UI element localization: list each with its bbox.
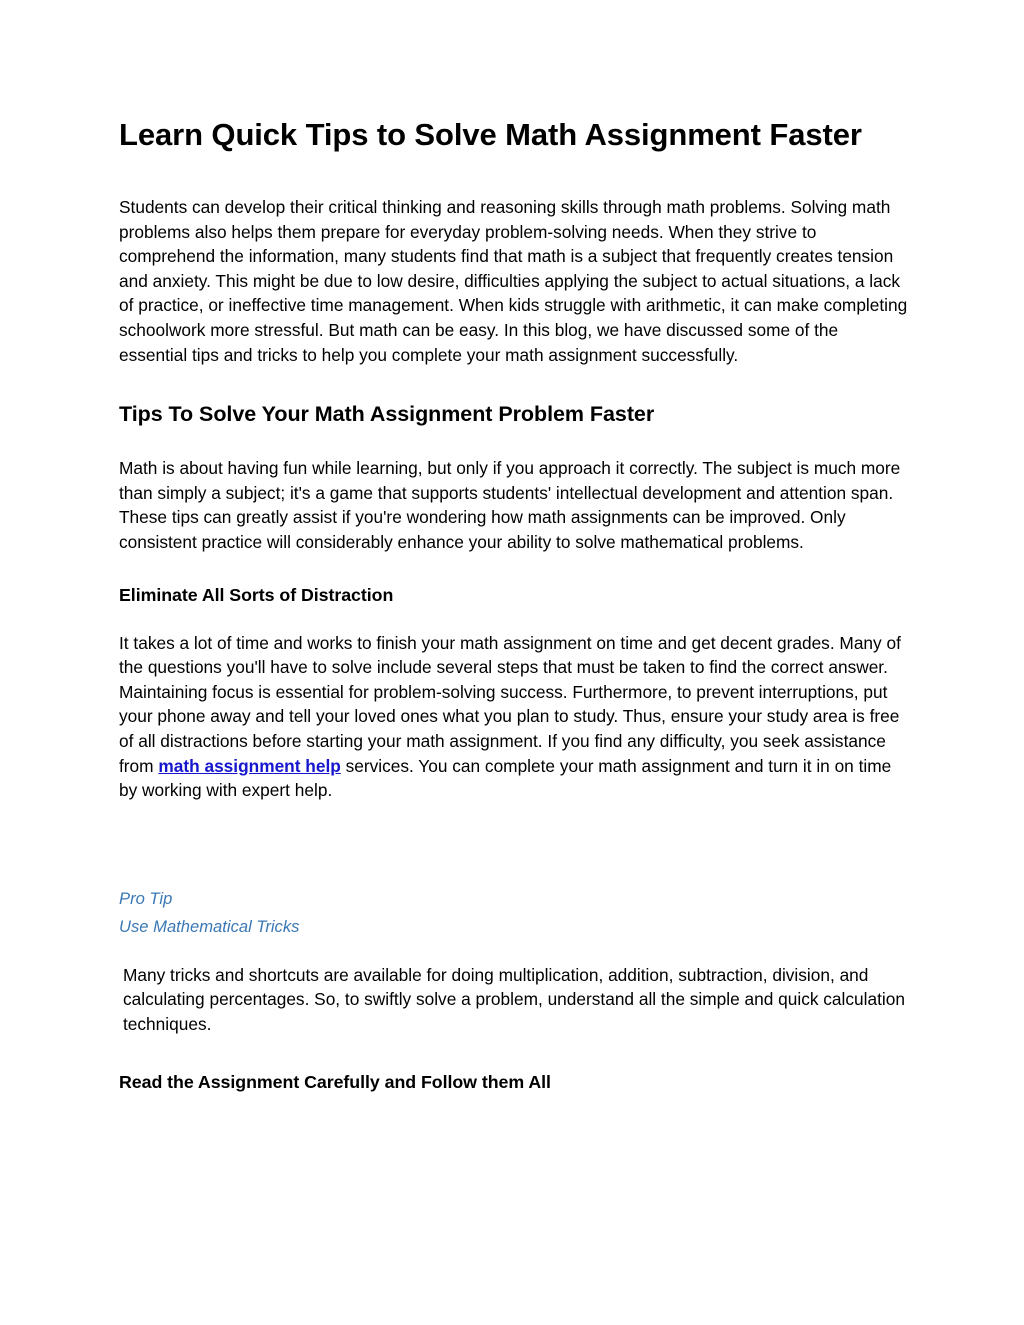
section-heading-tips: Tips To Solve Your Math Assignment Problem Faster xyxy=(119,402,655,427)
pro-tip-label: Pro Tip xyxy=(119,888,173,908)
pro-tip-subtitle: Use Mathematical Tricks xyxy=(119,916,300,936)
spacer xyxy=(119,555,909,583)
spacer xyxy=(119,803,909,885)
section-paragraph: Math is about having fun while learning, but only if you approach it correctly. The subject is much more than simply a subject; it's a game that supports students' intellectual development and attention span. These tips can greatly assist if you're wondering how math assignments can be improved. Only consistent practice will considerably enhance your ability to solve mathematical problems. xyxy=(119,458,901,552)
pro-tip-body: Many tricks and shortcuts are available for doing multiplication, addition, subtraction, division, and calculating percentages. So, to swiftly solve a problem, understand all the simple and quick calculation techniques. xyxy=(123,964,905,1034)
page-title: Learn Quick Tips to Solve Math Assignment Faster xyxy=(119,117,862,152)
document-content xyxy=(119,110,909,1094)
spacer xyxy=(119,1036,909,1070)
spacer xyxy=(119,367,909,400)
spacer xyxy=(119,941,909,963)
spacer xyxy=(119,159,909,195)
pro-tip-block xyxy=(119,885,909,941)
math-assignment-help-link[interactable]: math assignment help xyxy=(158,755,341,776)
subsection-paragraph-text-before-link: It takes a lot of time and works to finish your math assignment on time and get decent grades. Many of the questions you'll have to solve include several steps that must be taken to find the correct answer. Maintaining focus is essential for problem-solving success. Furthermore, to prevent interruptions, put your phone away and tell your loved ones what you plan to study. Thus, ensure your study area is free of all distractions before starting your math assignment. If you find any difficulty, you seek assistance from xyxy=(119,632,901,776)
subsection-paragraph xyxy=(119,631,909,803)
final-heading-read-assignment: Read the Assignment Carefully and Follow them All xyxy=(119,1072,551,1093)
spacer xyxy=(119,428,909,456)
subsection-paragraph-text-after-link: services. You can complete your math assignment and turn it in on time by working with expert help. xyxy=(119,755,892,801)
intro-paragraph: Students can develop their critical thinking and reasoning skills through math problems. Solving math problems also helps them prepare for everyday problem-solving needs. When they strive to comprehend the information, many students find that math is a subject that frequently creates tension and anxiety. This might be due to low desire, difficulties applying the subject to actual situations, a lack of practice, or ineffective time management. When kids struggle with arithmetic, it can make completing schoolwork more stressful. But math can be easy. In this blog, we have discussed some of the essential tips and tricks to help you complete your math assignment successfully. xyxy=(119,197,908,365)
subsection-heading-distraction: Eliminate All Sorts of Distraction xyxy=(119,584,394,605)
spacer xyxy=(119,607,909,631)
